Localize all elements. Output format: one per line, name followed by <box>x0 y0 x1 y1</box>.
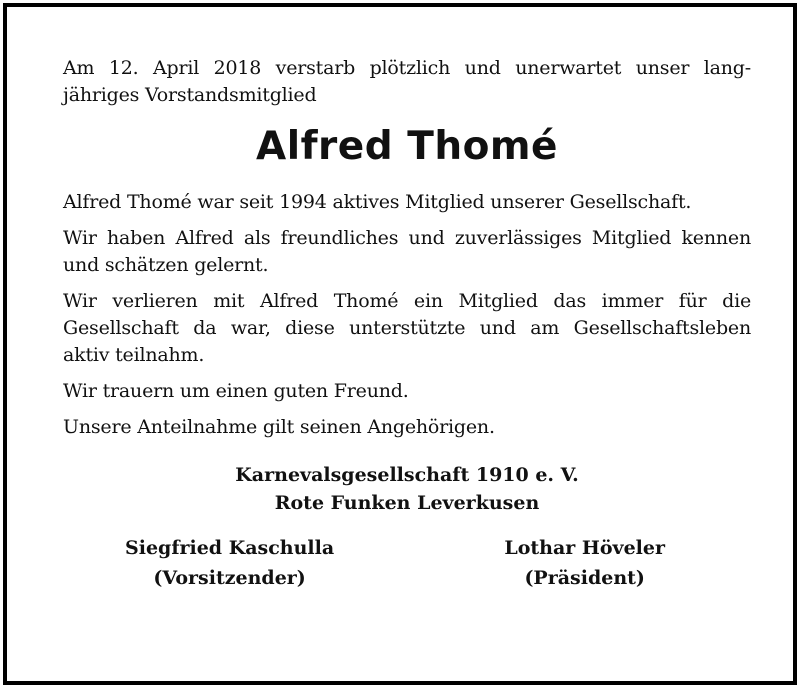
signer-chairman <box>125 533 334 593</box>
paragraph-line: Alfred Thomé war seit 1994 aktives Mitglied unserer Gesellschaft. <box>63 191 692 213</box>
body-text <box>63 189 751 441</box>
signer-role: (Vorsitzender) <box>153 567 306 589</box>
intro-line: Am 12. April 2018 verstarb plötzlich und unerwartet unser lang- <box>63 57 751 79</box>
paragraph <box>63 225 751 279</box>
paragraph-line: Wir verlieren mit Alfred Thomé ein Mitglied das immer für die <box>63 290 751 312</box>
intro-text <box>63 55 751 109</box>
paragraph-line: und schätzen gelernt. <box>63 254 269 276</box>
organization-block <box>63 461 751 517</box>
organization-subname: Rote Funken Leverkusen <box>274 492 540 514</box>
organization-name: Karnevalsgesellschaft 1910 e. V. <box>235 464 579 486</box>
signatories <box>63 533 751 593</box>
signer-role: (Präsident) <box>524 567 645 589</box>
signer-name: Siegfried Kaschulla <box>125 537 335 559</box>
paragraph <box>63 288 751 369</box>
intro-line: jähriges Vorstandsmitglied <box>63 84 317 106</box>
signer-president <box>504 533 665 593</box>
paragraph <box>63 189 751 216</box>
paragraph-line: Wir haben Alfred als freundliches und zuverlässiges Mitglied kennen <box>63 227 751 249</box>
deceased-name: Alfred Thomé <box>256 124 558 169</box>
paragraph-line: aktiv teilnahm. <box>63 344 205 366</box>
paragraph-line: Unsere Anteilnahme gilt seinen Angehörigen. <box>63 416 495 438</box>
notice-border <box>3 3 797 685</box>
paragraph-line: Wir trauern um einen guten Freund. <box>63 380 409 402</box>
paragraph <box>63 378 751 405</box>
obituary-notice <box>63 55 751 593</box>
signer-name: Lothar Höveler <box>504 537 665 559</box>
paragraph <box>63 414 751 441</box>
paragraph-line: Gesellschaft da war, diese unterstützte und am Gesellschaftsleben <box>63 317 751 339</box>
